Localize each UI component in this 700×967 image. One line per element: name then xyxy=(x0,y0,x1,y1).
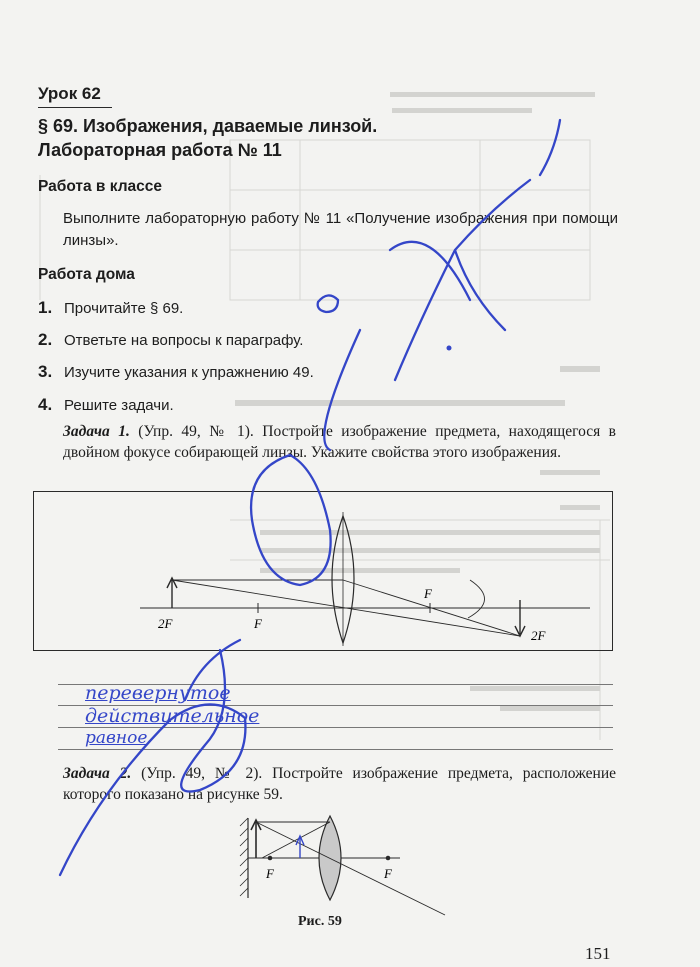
label-2f-right: 2F xyxy=(531,628,546,643)
list-item-number: 3. xyxy=(38,362,53,381)
scribble-stroke-1 xyxy=(60,650,245,875)
list-item-number: 2. xyxy=(38,330,53,349)
label-f-right: F xyxy=(424,586,432,601)
scribble-small-o xyxy=(318,295,338,312)
label-2f-left: 2F xyxy=(158,616,173,631)
list-item-number: 1. xyxy=(38,298,53,317)
title-line-2: Лабораторная работа № 11 xyxy=(38,140,282,160)
list-item-text: Изучите указания к упражнению 49. xyxy=(64,364,314,381)
problem-1-name: Задача 1. xyxy=(63,423,130,440)
scribble-stroke-4 xyxy=(540,120,560,175)
list-item-text: Ответьте на вопросы к параграфу. xyxy=(64,332,304,349)
list-item-number: 4. xyxy=(38,395,53,414)
scribble-dot xyxy=(447,346,452,351)
home-work-heading: Работа дома xyxy=(38,266,135,283)
handwritten-answer: перевернутое xyxy=(85,682,231,704)
scribble-stroke-6 xyxy=(185,640,240,700)
title-line-1: § 69. Изображения, даваемые линзой. xyxy=(38,116,378,136)
list-item-text: Прочитайте § 69. xyxy=(64,300,184,317)
handwritten-answer: действительное xyxy=(85,705,260,727)
list-item-text: Решите задачи. xyxy=(64,397,174,414)
figure-caption: Рис. 59 xyxy=(298,914,342,929)
class-work-text: Выполните лабораторную работу № 11 «Получение изображения при помощи линзы». xyxy=(63,210,618,249)
problem-1-body: (Упр. 49, № 1). Постройте изображение предмета, находящегося в двойном фокусе собирающей линзы. Укажите свойства этого изображения. xyxy=(63,423,616,461)
label-f-right-2: F xyxy=(384,866,392,881)
label-f-left-2: F xyxy=(266,866,274,881)
scribble-stroke-3 xyxy=(395,180,530,380)
scribble-stroke-5 xyxy=(390,242,470,300)
class-work-heading: Работа в классе xyxy=(38,178,163,195)
label-f-left: F xyxy=(254,616,262,631)
scribble-loop xyxy=(251,455,331,585)
page-number: 151 xyxy=(585,944,611,963)
lesson-label: Урок 62 xyxy=(38,84,112,108)
problem-2-body: (Упр. 49, № 2). Постройте изображение предмета, расположение которого показано на рисунке 59. xyxy=(63,765,617,803)
scribble-stroke-2 xyxy=(324,330,360,450)
handwritten-answer: равное xyxy=(85,728,148,748)
problem-2-name: Задача 2. xyxy=(63,765,132,782)
